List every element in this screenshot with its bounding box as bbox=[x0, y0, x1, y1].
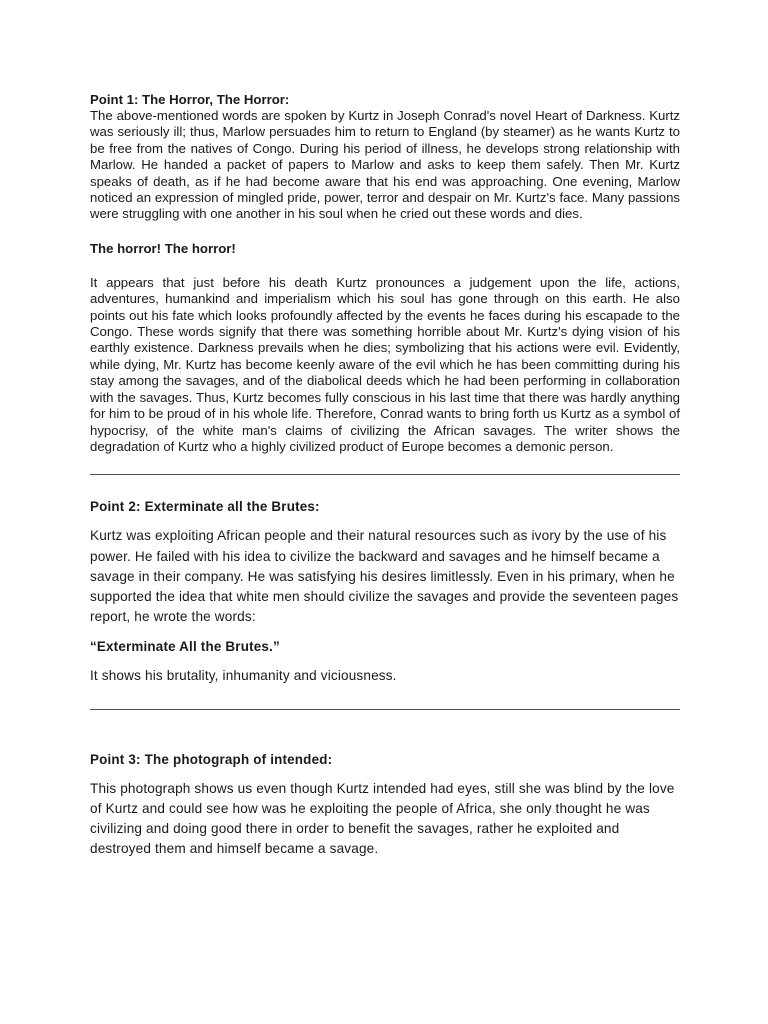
section-divider-2 bbox=[90, 709, 680, 710]
point-2-heading: Point 2: Exterminate all the Brutes: bbox=[90, 499, 320, 515]
point-2-section bbox=[90, 498, 680, 686]
point-3-section bbox=[90, 751, 680, 860]
point-1-paragraph-2: It appears that just before his death Kurtz pronounces a judgement upon the life, actions, adventures, humankind and imperialism which his soul has gone through on this earth. He also points out his fate which looks profoundly affected by the events he faces during his escapade to the Congo. These words signify that there was something horrible about Mr. Kurtz's dying vision of his earthly existence. Darkness prevails when he dies; symbolizing that his actions were evil. Evidently, while dying, Mr. Kurtz has become keenly aware of the evil which he has been committing during his stay among the savages, and of the diabolical deeds which he had been performing in collaboration with the savages. Thus, Kurtz becomes fully conscious in his last time that there was hardly anything for him to be proud of in his whole life. Therefore, Conrad wants to bring forth us Kurtz as a symbol of hypocrisy, of the white man's claims of civilizing the African savages. The writer shows the degradation of Kurtz who a highly civilized product of Europe becomes a demonic person. bbox=[90, 274, 680, 454]
point-1-section bbox=[90, 92, 680, 455]
point-2-quote: “Exterminate All the Brutes.” bbox=[90, 639, 280, 655]
point-3-paragraph-1: This photograph shows us even though Kurtz intended had eyes, still she was blind by the love of Kurtz and could see how was he exploiting the people of Africa, she only thought he was civilizing and doing good there in order to benefit the savages, rather he exploited and destroyed them and himself became a savage. bbox=[90, 780, 675, 857]
point-1-heading: Point 1: The Horror, The Horror: bbox=[90, 92, 290, 107]
document-page bbox=[90, 92, 680, 859]
section-divider-1 bbox=[90, 474, 680, 475]
point-3-heading: Point 3: The photograph of intended: bbox=[90, 751, 333, 767]
point-2-paragraph-1: Kurtz was exploiting African people and their natural resources such as ivory by the use of his power. He failed with his idea to civilize the backward and savages and he himself became a savage in their company. He was satisfying his desires limitlessly. Even in his primary, when he supported the idea that white men should civilize the savages and provide the seventeen pages report, he wrote the words: bbox=[90, 528, 679, 625]
point-1-paragraph-1: The above-mentioned words are spoken by Kurtz in Joseph Conrad's novel Heart of Darkness. Kurtz was seriously ill; thus, Marlow persuades him to return to England (by steamer) as he wants Kurtz to be free from the natives of Congo. During his period of illness, he develops strong relationship with Marlow. He handed a packet of papers to Marlow and asks to keep them safely. Then Mr. Kurtz speaks of death, as if he had become aware that his end was approaching. One evening, Marlow noticed an expression of mingled pride, power, terror and despair on Mr. Kurtz's face. Many passions were struggling with one another in his soul when he cried out these words and dies. bbox=[90, 108, 680, 222]
point-2-paragraph-2: It shows his brutality, inhumanity and viciousness. bbox=[90, 668, 397, 684]
point-1-quote: The horror! The horror! bbox=[90, 240, 236, 256]
